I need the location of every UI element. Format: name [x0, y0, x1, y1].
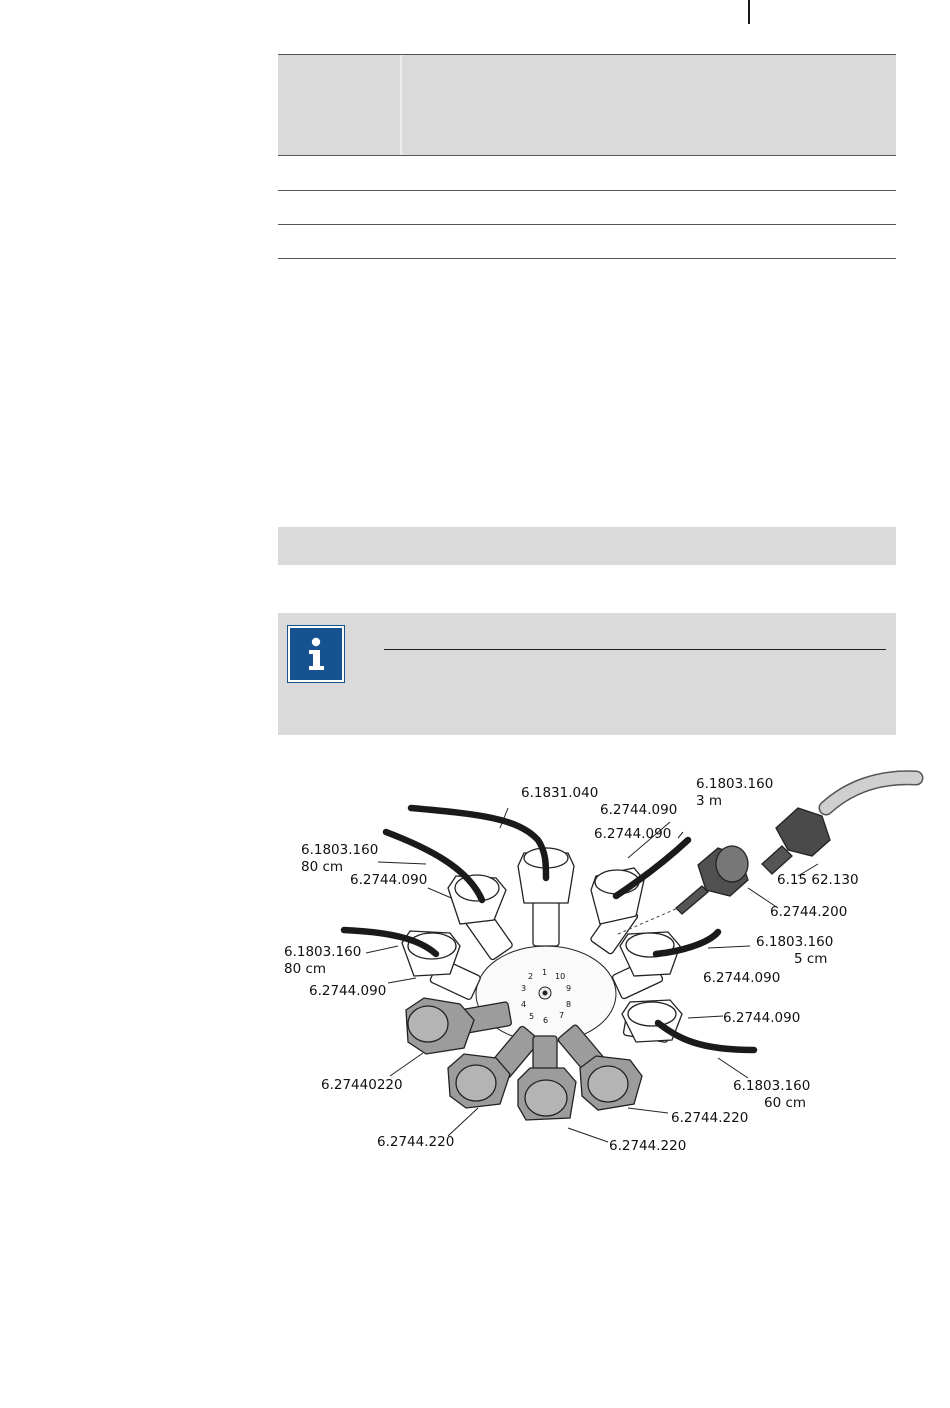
port-number-2: 2 — [528, 972, 534, 981]
sample-changer-tower-figure — [278, 768, 928, 1168]
page-corner-rule — [748, 0, 750, 24]
callout-label: 6.2744.090 — [723, 1010, 801, 1026]
port-number-5: 5 — [529, 1012, 535, 1021]
callout-label: 6.2744.090 — [600, 802, 678, 818]
callout-label: 6.1803.160 — [284, 944, 362, 960]
callout-label: 6.2744.200 — [770, 904, 848, 920]
table-row — [278, 190, 896, 191]
port-number-3: 3 — [521, 984, 527, 993]
callout-label: 6.2744.220 — [609, 1138, 687, 1154]
port-number-10: 10 — [555, 972, 566, 981]
callout-label: 5 cm — [794, 951, 828, 967]
note-title-rule — [384, 649, 886, 650]
port-number-9: 9 — [566, 984, 572, 993]
callout-label: 6.2744.220 — [377, 1134, 455, 1150]
callout-label: 6.1803.160 — [696, 776, 774, 792]
callout-label: 60 cm — [764, 1095, 807, 1111]
header-divider — [400, 55, 402, 155]
table-header — [278, 54, 896, 156]
callout-label: 6.1831.040 — [521, 785, 599, 801]
port-number-6: 6 — [543, 1016, 549, 1025]
callout-label: 6.2744.090 — [350, 872, 428, 888]
callout-label: 6.1803.160 — [733, 1078, 811, 1094]
callout-label: 6.15 62.130 — [777, 872, 859, 888]
port-number-4: 4 — [521, 1000, 527, 1009]
callout-label: 80 cm — [284, 961, 327, 977]
callout-label: 6.2744.090 — [594, 826, 672, 842]
section-heading-band — [278, 527, 896, 565]
port-number-7: 7 — [559, 1011, 565, 1020]
callout-label: 6.2744.090 — [703, 970, 781, 986]
callout-label: 80 cm — [301, 859, 344, 875]
callout-label: 3 m — [696, 793, 723, 809]
callout-label: 6.2744.220 — [671, 1110, 749, 1126]
callout-label: 6.1803.160 — [301, 842, 379, 858]
port-number-8: 8 — [566, 1000, 572, 1009]
port-number-1: 1 — [542, 968, 548, 977]
table-row — [278, 258, 896, 259]
callout-label: 6.1803.160 — [756, 934, 834, 950]
callout-label: 6.2744.090 — [309, 983, 387, 999]
callout-label: 6.27440220 — [321, 1077, 403, 1093]
table-row — [278, 224, 896, 225]
note-box — [278, 613, 896, 735]
info-icon — [288, 626, 344, 682]
